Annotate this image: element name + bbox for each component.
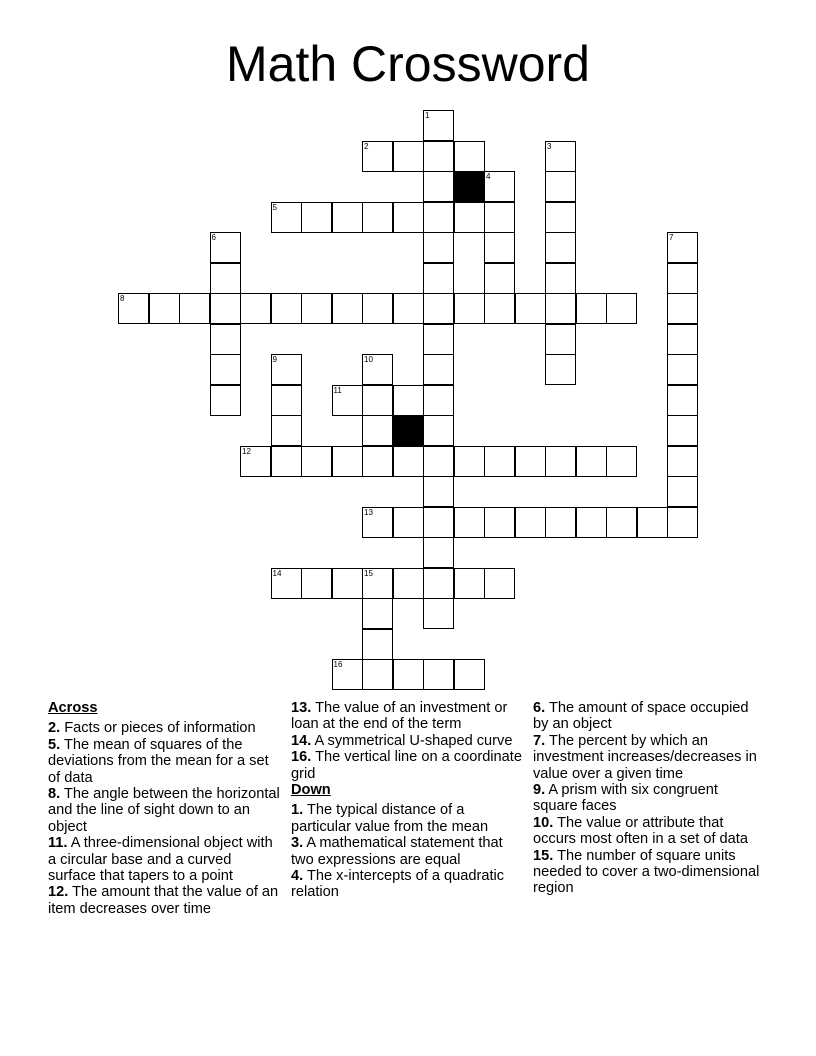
grid-cell[interactable] — [606, 293, 637, 324]
clue-number: 5 — [272, 202, 277, 212]
clue-number: 6 — [211, 233, 216, 242]
clue-num: 14. — [291, 732, 312, 749]
grid-cell[interactable] — [362, 293, 393, 324]
clue-number: 2 — [364, 141, 369, 151]
grid-cell[interactable] — [332, 293, 363, 324]
clue-item — [533, 848, 763, 897]
clue-num: 3. — [291, 835, 304, 852]
clue-text: The value of an investment or loan at the end of the term — [291, 700, 508, 733]
grid-cell[interactable] — [393, 446, 424, 477]
clue-item — [48, 835, 280, 884]
grid-cell[interactable] — [362, 598, 393, 629]
grid-cell[interactable] — [423, 110, 454, 141]
grid-cell[interactable] — [484, 446, 515, 477]
grid-cell[interactable] — [271, 293, 302, 324]
clue-text: The angle between the horizontal and the line of sight down to an object — [48, 786, 280, 835]
grid-cell[interactable] — [606, 507, 637, 538]
clue-num: 13. — [291, 700, 312, 716]
grid-cell[interactable] — [240, 446, 271, 477]
clue-num: 2. — [48, 720, 61, 737]
grid-cell[interactable] — [454, 293, 485, 324]
grid-cell[interactable] — [484, 507, 515, 538]
clues-column-1 — [48, 700, 280, 917]
clue-number: 8 — [120, 294, 125, 303]
clue-number: 1 — [425, 111, 430, 120]
grid-cell[interactable] — [423, 598, 454, 629]
clue-heading: Across — [48, 700, 98, 716]
grid-cell[interactable] — [484, 171, 515, 202]
clue-num: 8. — [48, 786, 61, 803]
grid-cell[interactable] — [210, 324, 241, 355]
grid-cell[interactable] — [423, 232, 454, 263]
grid-cell[interactable] — [545, 202, 576, 233]
grid-cell[interactable] — [484, 568, 515, 599]
grid-cell[interactable] — [545, 446, 576, 477]
grid-cell[interactable] — [545, 232, 576, 263]
clue-num: 11. — [48, 835, 68, 852]
grid-cell[interactable] — [545, 171, 576, 202]
grid-cell[interactable] — [393, 568, 424, 599]
grid-cell[interactable] — [454, 659, 485, 690]
grid-cell[interactable] — [667, 324, 698, 355]
clue-text: The value or attribute that occurs most often in a set of data — [533, 814, 748, 848]
clue-text: The vertical line on a coordinate grid — [291, 749, 522, 782]
grid-cell[interactable] — [362, 415, 393, 446]
clue-num: 7. — [533, 732, 546, 749]
grid-cell[interactable] — [210, 263, 241, 294]
clue-num: 16. — [291, 749, 312, 766]
grid-cell[interactable] — [362, 659, 393, 690]
grid-cell[interactable] — [301, 568, 332, 599]
grid-cell[interactable] — [362, 568, 393, 599]
grid-cell[interactable] — [362, 385, 393, 416]
grid-cell[interactable] — [179, 293, 210, 324]
grid-cell[interactable] — [423, 446, 454, 477]
grid-cell[interactable] — [423, 507, 454, 538]
clue-number: 4 — [486, 172, 491, 181]
clue-item — [291, 868, 527, 901]
black-cell — [454, 171, 485, 202]
grid-cell[interactable] — [667, 354, 698, 385]
grid-cell[interactable] — [515, 293, 546, 324]
grid-cell[interactable] — [271, 415, 302, 446]
clue-text: Facts or pieces of information — [64, 720, 256, 737]
clue-item — [48, 737, 280, 786]
grid-cell[interactable] — [362, 507, 393, 538]
clue-text: The mean of squares of the deviations from the mean for a set of data — [48, 736, 269, 786]
clue-number: 7 — [669, 233, 674, 242]
grid-cell[interactable] — [271, 202, 302, 233]
clue-item — [533, 782, 763, 815]
grid-cell[interactable] — [271, 568, 302, 599]
grid-cell[interactable] — [545, 263, 576, 294]
black-cell — [393, 415, 424, 446]
clue-number: 11 — [333, 385, 342, 395]
grid-cell[interactable] — [454, 446, 485, 477]
clue-num: 12. — [48, 884, 69, 901]
clue-item — [291, 802, 527, 835]
grid-cell[interactable] — [545, 354, 576, 385]
grid-cell[interactable] — [332, 446, 363, 477]
clue-text: A symmetrical U-shaped curve — [314, 732, 513, 749]
grid-cell[interactable] — [393, 507, 424, 538]
clue-item — [48, 786, 280, 835]
grid-cell[interactable] — [362, 141, 393, 172]
grid-cell[interactable] — [423, 568, 454, 599]
clue-item — [291, 733, 527, 749]
grid-cell[interactable] — [332, 568, 363, 599]
grid-cell[interactable] — [423, 263, 454, 294]
grid-cell[interactable] — [576, 293, 607, 324]
grid-cell[interactable] — [423, 385, 454, 416]
clue-item — [533, 733, 763, 782]
clue-item — [48, 884, 280, 917]
grid-cell[interactable] — [271, 446, 302, 477]
grid-cell[interactable] — [454, 507, 485, 538]
clue-text: The amount of space occupied by an object — [533, 700, 749, 733]
clue-number: 14 — [272, 568, 282, 578]
grid-cell[interactable] — [332, 659, 363, 690]
clues-column-2 — [291, 700, 527, 901]
grid-cell[interactable] — [301, 293, 332, 324]
grid-cell[interactable] — [423, 171, 454, 202]
grid-cell[interactable] — [667, 385, 698, 416]
clue-number: 9 — [272, 355, 277, 364]
grid-cell[interactable] — [515, 507, 546, 538]
grid-cell[interactable] — [393, 141, 424, 172]
grid-cell[interactable] — [393, 293, 424, 324]
grid-cell[interactable] — [545, 324, 576, 355]
grid-cell[interactable] — [423, 354, 454, 385]
clue-num: 4. — [291, 868, 304, 885]
clues-column-3 — [533, 700, 763, 897]
grid-cell[interactable] — [423, 293, 454, 324]
grid-cell[interactable] — [454, 202, 485, 233]
grid-cell[interactable] — [362, 629, 393, 660]
grid-cell[interactable] — [667, 293, 698, 324]
grid-cell[interactable] — [149, 293, 180, 324]
grid-cell[interactable] — [301, 202, 332, 233]
grid-cell[interactable] — [210, 232, 241, 263]
grid-cell[interactable] — [240, 293, 271, 324]
clue-text: The percent by which an investment increases/decreases in value over a given time — [533, 732, 757, 782]
grid-cell[interactable] — [362, 202, 393, 233]
grid-cell[interactable] — [545, 507, 576, 538]
grid-cell[interactable] — [423, 537, 454, 568]
grid-cell[interactable] — [545, 141, 576, 172]
clue-number: 12 — [242, 446, 251, 456]
grid-cell[interactable] — [423, 202, 454, 233]
clue-item — [291, 749, 527, 782]
grid-cell[interactable] — [423, 324, 454, 355]
grid-cell[interactable] — [210, 385, 241, 416]
grid-cell[interactable] — [667, 446, 698, 477]
clue-number: 16 — [333, 660, 343, 669]
grid-cell[interactable] — [423, 659, 454, 690]
grid-cell[interactable] — [423, 141, 454, 172]
grid-cell[interactable] — [301, 446, 332, 477]
grid-cell[interactable] — [332, 385, 363, 416]
grid-cell[interactable] — [484, 293, 515, 324]
clue-text: The x-intercepts of a quadratic relation — [291, 868, 505, 901]
clue-text: The number of square units needed to cover a two-dimensional region — [533, 847, 760, 897]
grid-cell[interactable] — [454, 568, 485, 599]
clue-item — [291, 835, 527, 868]
grid-cell[interactable] — [210, 293, 241, 324]
grid-cell[interactable] — [271, 354, 302, 385]
grid-cell[interactable] — [393, 659, 424, 690]
grid-cell[interactable] — [454, 141, 485, 172]
grid-cell[interactable] — [362, 354, 393, 385]
clue-text: A mathematical statement that two expressions are equal — [291, 835, 503, 868]
clue-num: 9. — [533, 782, 546, 799]
clue-number: 15 — [364, 568, 373, 578]
clue-text: The amount that the value of an item decreases over time — [48, 884, 279, 917]
grid-cell[interactable] — [423, 476, 454, 507]
grid-cell[interactable] — [362, 446, 393, 477]
grid-cell[interactable] — [545, 293, 576, 324]
grid-cell[interactable] — [393, 385, 424, 416]
grid-cell[interactable] — [606, 446, 637, 477]
clue-num: 6. — [533, 700, 546, 716]
clue-number: 3 — [547, 141, 552, 151]
clue-text: The typical distance of a particular value from the mean — [291, 802, 489, 835]
clue-num: 15. — [533, 847, 554, 864]
grid-cell[interactable] — [484, 232, 515, 263]
grid-cell[interactable] — [637, 507, 668, 538]
clue-num: 5. — [48, 736, 61, 753]
grid-cell[interactable] — [667, 263, 698, 294]
clue-item — [291, 700, 527, 733]
clue-item — [533, 700, 763, 733]
clue-item — [533, 815, 763, 848]
clue-num: 1. — [291, 802, 304, 819]
grid-cell[interactable] — [271, 385, 302, 416]
clue-text: A three-dimensional object with a circular base and a curved surface that tapers to a point — [48, 835, 273, 885]
clue-number: 13 — [364, 507, 373, 517]
clue-number: 10 — [364, 355, 373, 364]
grid-cell[interactable] — [484, 263, 515, 294]
grid-cell[interactable] — [332, 202, 363, 233]
grid-cell[interactable] — [210, 354, 241, 385]
grid-cell[interactable] — [515, 446, 546, 477]
grid-cell[interactable] — [484, 202, 515, 233]
grid-cell[interactable] — [576, 446, 607, 477]
grid-cell[interactable] — [393, 202, 424, 233]
grid-cell[interactable] — [667, 476, 698, 507]
clue-heading: Down — [291, 782, 331, 799]
page-title: Math Crossword — [226, 36, 590, 92]
grid-cell[interactable] — [667, 415, 698, 446]
grid-cell[interactable] — [118, 293, 149, 324]
grid-cell[interactable] — [667, 507, 698, 538]
clue-item — [48, 720, 280, 736]
clue-num: 10. — [533, 814, 554, 831]
clue-text: A prism with six congruent square faces — [533, 782, 718, 815]
grid-cell[interactable] — [423, 415, 454, 446]
grid-cell[interactable] — [576, 507, 607, 538]
grid-cell[interactable] — [667, 232, 698, 263]
